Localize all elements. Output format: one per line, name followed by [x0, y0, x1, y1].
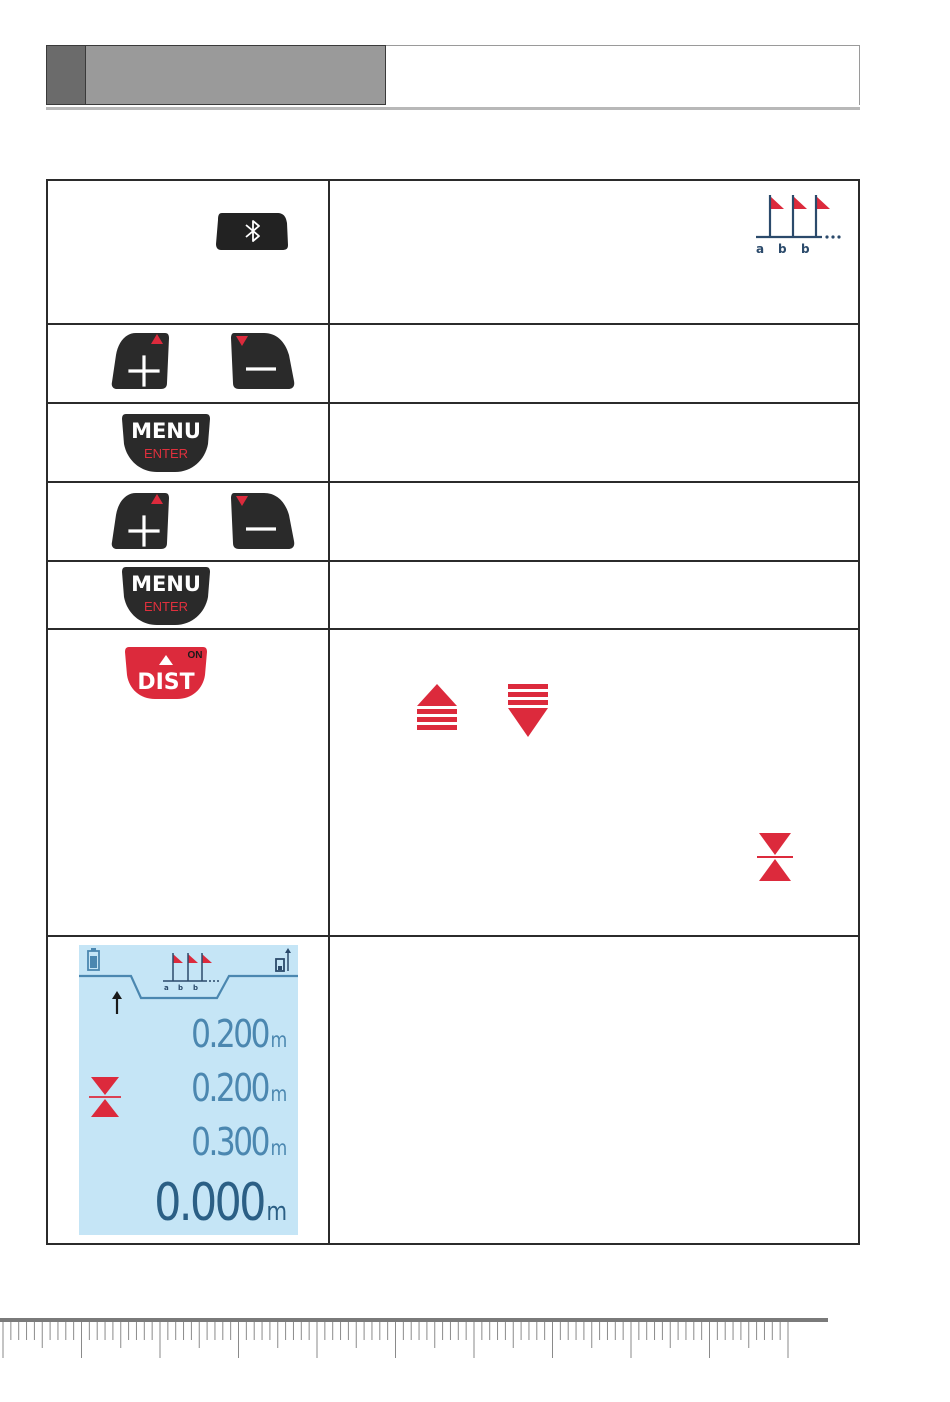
battery-icon: [88, 948, 99, 970]
dist-key[interactable]: [125, 645, 207, 701]
on-label: ON: [187, 650, 203, 661]
table-row: [47, 180, 859, 324]
flag-label-b2: b: [801, 242, 810, 256]
key-cell: [47, 936, 329, 1244]
minus-key[interactable]: [230, 491, 296, 551]
lcd-main-value: 0.000m: [153, 1173, 287, 1233]
reference-rear-icon: [276, 948, 291, 971]
target-reached-icon: [89, 1075, 121, 1119]
key-cell: [47, 629, 329, 936]
enter-label: ENTER: [143, 599, 189, 614]
description-cell: [329, 629, 859, 936]
ruler-decoration: [0, 1316, 950, 1362]
lcd-line-3: 0.300 m: [190, 1120, 287, 1164]
arrow-up-icon: [111, 990, 123, 1016]
description-cell: [329, 561, 859, 629]
section-title-tab: [86, 45, 386, 105]
enter-label: ENTER: [143, 446, 189, 461]
plus-key[interactable]: [110, 331, 170, 391]
key-cell: [47, 561, 329, 629]
flag-label-a: a: [164, 984, 169, 992]
minus-key[interactable]: [230, 331, 296, 391]
section-number-tab: [46, 45, 86, 105]
stakeout-flags-icon: [754, 191, 846, 257]
key-cell: [47, 403, 329, 482]
description-cell: [329, 180, 859, 324]
menu-enter-key[interactable]: [122, 412, 210, 474]
menu-label: MENU: [131, 419, 201, 443]
flag-label-a: a: [756, 242, 765, 256]
section-subtitle-tab: [386, 45, 860, 105]
header-rule: [46, 107, 860, 110]
table-row: [47, 324, 859, 403]
lcd-line-2: 0.200 m: [190, 1066, 287, 1110]
table-row: [47, 403, 859, 482]
move-backward-icon: [506, 682, 550, 740]
description-cell: [329, 324, 859, 403]
steps-table: [46, 179, 860, 1245]
key-cell: [47, 324, 329, 403]
lcd-line-1: 0.200 m: [190, 1012, 287, 1056]
table-row: [47, 561, 859, 629]
stakeout-flags-small-icon: [163, 953, 219, 992]
target-reached-icon: [757, 831, 793, 883]
flag-label-b1: b: [778, 242, 787, 256]
table-row: [47, 936, 859, 1244]
move-forward-icon: [415, 682, 459, 736]
plus-key[interactable]: [110, 491, 170, 551]
key-cell: [47, 180, 329, 324]
table-row: [47, 482, 859, 561]
flag-label-b1: b: [178, 984, 184, 992]
dist-label: DIST: [137, 670, 195, 695]
bluetooth-key[interactable]: [215, 211, 289, 251]
flag-label-b2: b: [193, 984, 199, 992]
lcd-display: [79, 945, 298, 1235]
table-row: [47, 629, 859, 936]
menu-label: MENU: [131, 572, 201, 596]
description-cell: [329, 482, 859, 561]
description-cell: [329, 403, 859, 482]
menu-enter-key[interactable]: [122, 565, 210, 627]
description-cell: [329, 936, 859, 1244]
key-cell: [47, 482, 329, 561]
